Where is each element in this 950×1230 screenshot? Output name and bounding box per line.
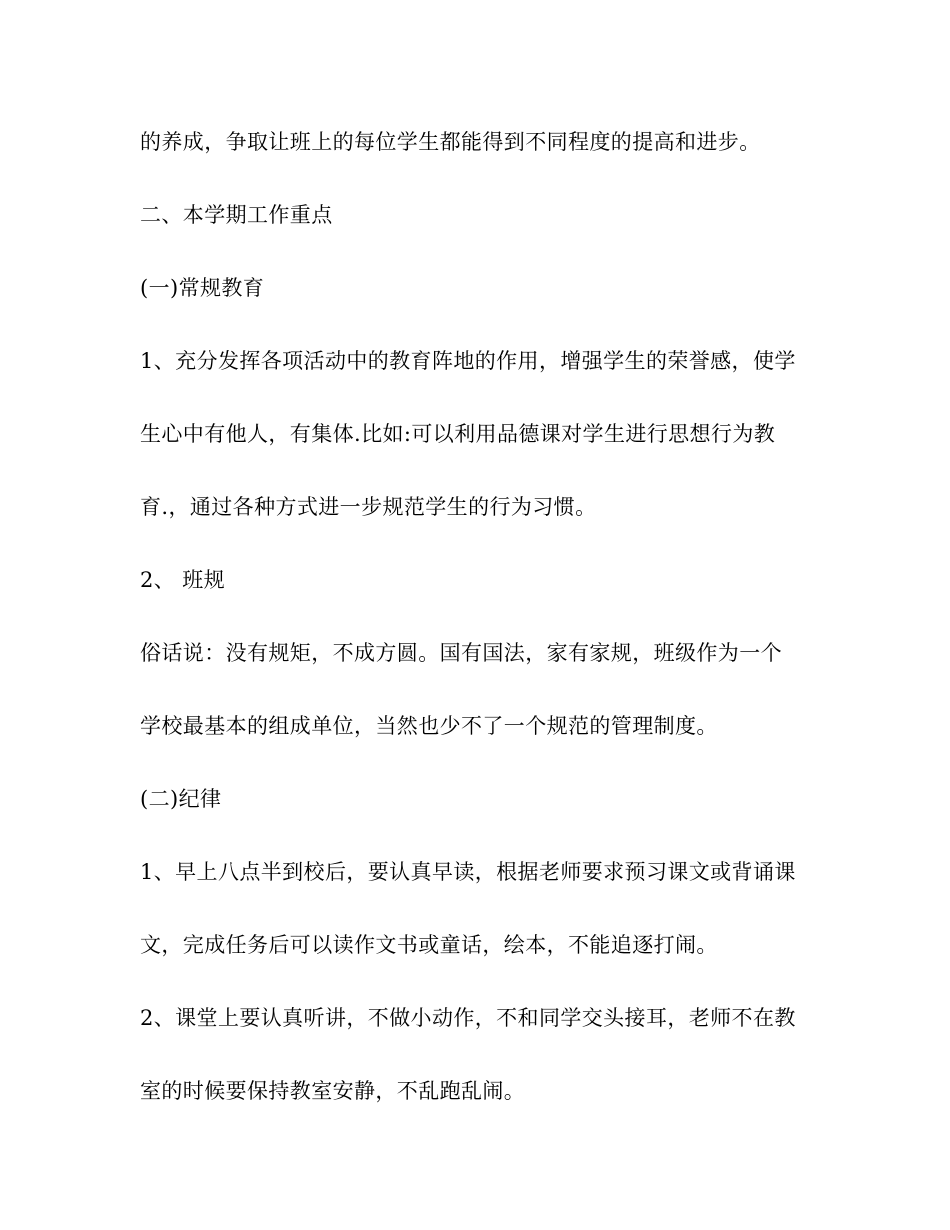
paragraph-line: 文，完成任务后可以读作文书或童话，绘本，不能追逐打闹。 (140, 933, 718, 957)
subsection-heading: (一)常规教育 (140, 276, 265, 300)
subsection-heading: (二)纪律 (140, 787, 222, 811)
paragraph-line: 育.，通过各种方式进一步规范学生的行为习惯。 (140, 495, 597, 519)
paragraph-line: 2、课堂上要认真听讲，不做小动作，不和同学交头接耳，老师不在教 (140, 1006, 796, 1030)
item-heading: 2、 班规 (140, 568, 226, 592)
paragraph-line: 1、早上八点半到校后，要认真早读，根据老师要求预习课文或背诵课 (140, 860, 796, 884)
section-heading: 二、本学期工作重点 (140, 203, 333, 227)
paragraph-line: 的养成，争取让班上的每位学生都能得到不同程度的提高和进步。 (140, 130, 761, 154)
paragraph-line: 学校最基本的组成单位，当然也少不了一个规范的管理制度。 (140, 714, 718, 738)
paragraph-line: 俗话说：没有规矩，不成方圆。国有国法，家有家规，班级作为一个 (140, 641, 782, 665)
paragraph-line: 室的时候要保持教室安静，不乱跑乱闹。 (140, 1079, 526, 1103)
paragraph-line: 生心中有他人，有集体.比如:可以利用品德课对学生进行思想行为教 (140, 422, 776, 446)
paragraph-line: 1、充分发挥各项活动中的教育阵地的作用，增强学生的荣誉感，使学 (140, 349, 796, 373)
